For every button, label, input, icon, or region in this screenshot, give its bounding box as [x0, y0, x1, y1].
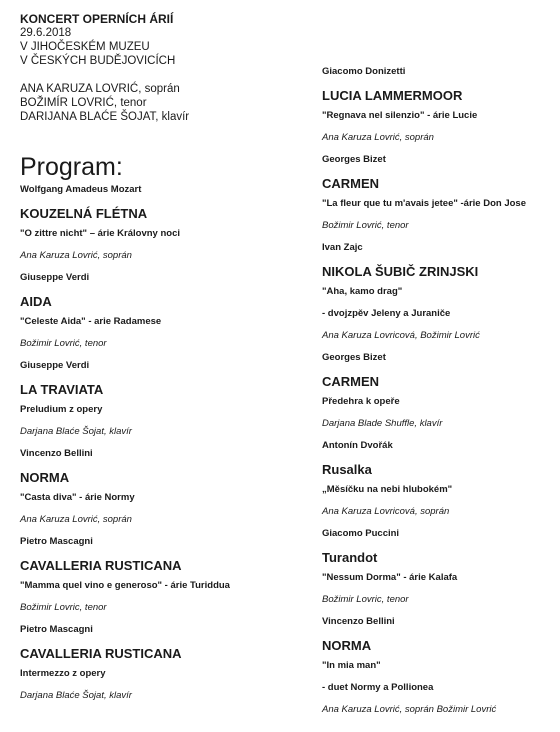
program-perf: Ana Karuza Lovrić, soprán: [322, 132, 434, 143]
program-opera: Rusalka: [322, 462, 372, 477]
program-aria: "Aha, kamo drag": [322, 286, 403, 297]
performer-soprano: ANA KARUZA LOVRIĆ, soprán: [20, 83, 180, 95]
program-perf: Ana Karuza Lovrić, soprán: [20, 250, 132, 261]
program-composer: Giuseppe Verdi: [20, 272, 90, 283]
program-perf: Božimir Lovric, tenor: [322, 594, 409, 605]
program-aria: - duet Normy a Pollionea: [322, 682, 434, 693]
program-aria: "Mamma quel vino e generoso" - árie Turiddua: [20, 580, 230, 591]
performer-piano: DARIJANA BLAĆE ŠOJAT, klavír: [20, 111, 190, 123]
program-perf: Ana Karuza Lovricová, Božimir Lovrić: [322, 330, 480, 341]
program-perf: Darjana Blaće Šojat, klavír: [20, 690, 132, 701]
program-opera: CARMEN: [322, 176, 380, 191]
program-composer: Ivan Zajc: [322, 242, 363, 253]
venue-line-1: V JIHOČESKÉM MUZEU: [20, 41, 150, 53]
program-heading: Program:: [20, 153, 123, 181]
program-aria: "Casta diva" - árie Normy: [20, 492, 135, 503]
concert-title: KONCERT OPERNÍCH ÁRIÍ: [20, 12, 174, 26]
program-perf: Ana Karuza Lovrić, soprán Božimir Lovrić: [322, 704, 497, 715]
program-perf: Ana Karuza Lovrić, soprán: [20, 514, 132, 525]
program-composer: Pietro Mascagni: [20, 536, 93, 547]
program-opera: NIKOLA ŠUBIČ ZRINJSKI: [322, 264, 479, 279]
program-aria: "O zittre nicht" – árie Královny noci: [20, 228, 180, 239]
program-aria: „Měsíčku na nebi hlubokém": [322, 484, 453, 495]
program-opera: AIDA: [20, 294, 52, 309]
program-opera: NORMA: [322, 638, 372, 653]
program-composer: Georges Bizet: [322, 154, 386, 165]
program-left-column: [20, 184, 290, 712]
program-composer: Pietro Mascagni: [20, 624, 93, 635]
performer-tenor: BOŽIMÍR LOVRIĆ, tenor: [20, 97, 147, 109]
program-aria: "Nessum Dorma" - árie Kalafa: [322, 572, 458, 583]
program-right-column: [322, 66, 558, 726]
program-aria: Intermezzo z opery: [20, 668, 106, 679]
venue-line-2: V ČESKÝCH BUDĚJOVICÍCH: [20, 55, 176, 67]
program-opera: NORMA: [20, 470, 70, 485]
concert-header: [20, 12, 189, 124]
program-perf: Božimir Lovrić, tenor: [20, 338, 107, 349]
program-opera: Turandot: [322, 550, 378, 565]
program-composer: Georges Bizet: [322, 352, 386, 363]
program-perf: Darjana Blaće Šojat, klavír: [20, 426, 132, 437]
program-perf: Darjana Blade Shuffle, klavír: [322, 418, 443, 429]
program-perf: Božimir Lovrić, tenor: [322, 220, 409, 231]
program-composer: Wolfgang Amadeus Mozart: [20, 184, 142, 195]
program-perf: Božimir Lovric, tenor: [20, 602, 107, 613]
program-aria: - dvojzpěv Jeleny a Juraniče: [322, 308, 451, 319]
program-opera: LA TRAVIATA: [20, 382, 104, 397]
program-aria: "Celeste Aida" - arie Radamese: [20, 316, 162, 327]
program-opera: CAVALLERIA RUSTICANA: [20, 646, 182, 661]
program-composer: Antonín Dvořák: [322, 440, 393, 451]
program-perf: Ana Karuza Lovricová, soprán: [322, 506, 450, 517]
program-composer: Giacomo Donizetti: [322, 66, 406, 77]
program-aria: Preludium z opery: [20, 404, 103, 415]
program-composer: Giuseppe Verdi: [20, 360, 90, 371]
program-composer: Vincenzo Bellini: [20, 448, 93, 459]
program-opera: LUCIA LAMMERMOOR: [322, 88, 463, 103]
program-opera: CARMEN: [322, 374, 380, 389]
program-aria: "In mia man": [322, 660, 381, 671]
program-opera: KOUZELNÁ FLÉTNA: [20, 206, 148, 221]
program-aria: "Regnava nel silenzio" - árie Lucie: [322, 110, 478, 121]
program-aria: "La fleur que tu m'avais jetee" -árie Don Jose: [322, 198, 526, 209]
concert-date: 29.6.2018: [20, 27, 72, 39]
program-composer: Giacomo Puccini: [322, 528, 400, 539]
program-composer: Vincenzo Bellini: [322, 616, 395, 627]
program-aria: Předehra k opeře: [322, 396, 400, 407]
program-opera: CAVALLERIA RUSTICANA: [20, 558, 182, 573]
